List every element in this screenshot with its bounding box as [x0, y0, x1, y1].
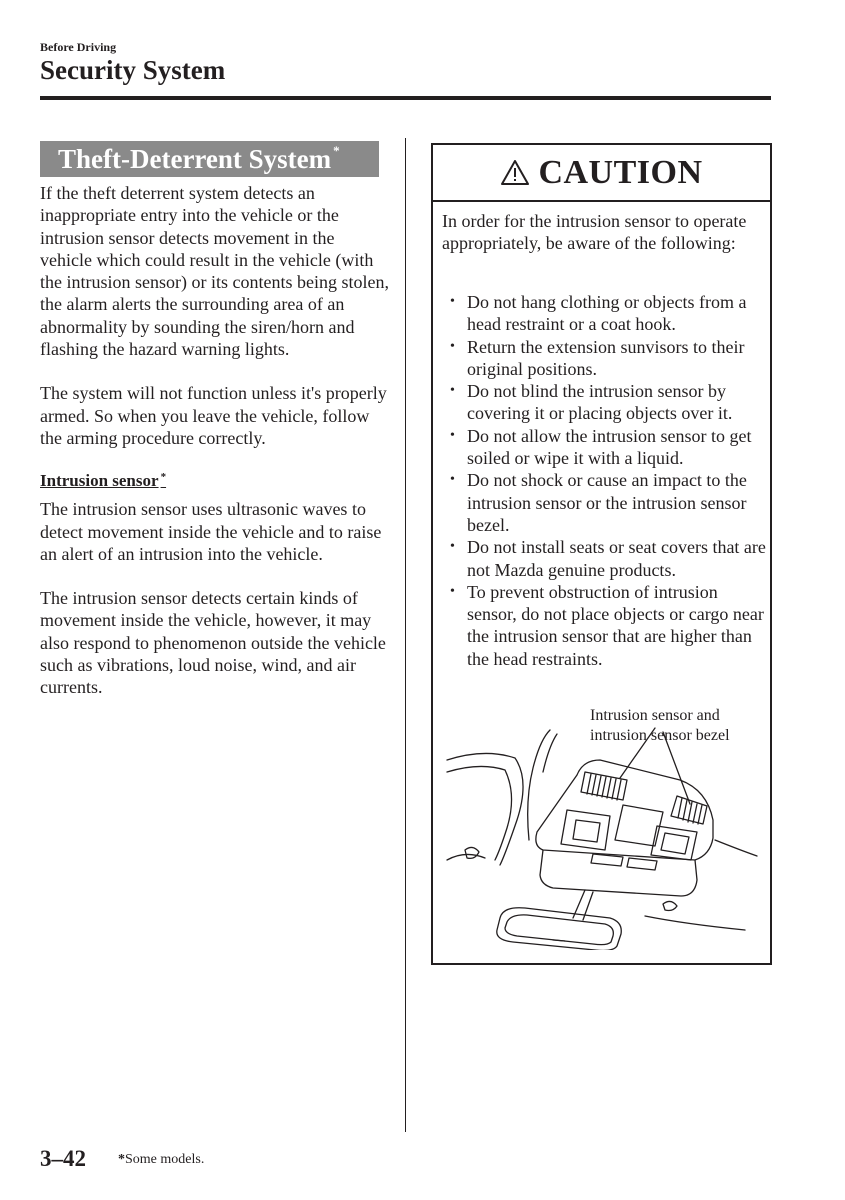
paragraph-arming: The system will not function unless it's properly armed. So when you leave the vehicle, follow the arming procedure correctly. [40, 383, 387, 448]
caution-list [442, 291, 767, 670]
section-label: Before Driving [40, 40, 117, 54]
list-item: • Do not install seats or seat covers that are not Mazda genuine products. [442, 536, 767, 581]
footnote [118, 1152, 204, 1168]
page-number: 3–42 [40, 1146, 86, 1171]
footnote-text: Some models. [125, 1152, 205, 1167]
paragraph-phenomenon: The intrusion sensor detects certain kinds of movement inside the vehicle, however, it may also respond to phenomenon outside the vehicle such as vibrations, loud noise, wind, and air currents. [40, 588, 386, 698]
section-banner [40, 141, 379, 177]
page-title: Security System [40, 55, 226, 85]
section-banner-text: Theft-Deterrent System [58, 144, 332, 174]
callout-line-2: intrusion sensor bezel [590, 727, 730, 744]
caution-box [431, 143, 772, 965]
header-rule [40, 96, 771, 100]
caution-header [433, 145, 770, 202]
caution-heading: CAUTION [538, 153, 703, 191]
column-divider [405, 138, 406, 1132]
list-item: • To prevent obstruction of intrusion sensor, do not place objects or cargo near the intrusion sensor that are higher than the head restraints. [442, 581, 767, 670]
footnote-asterisk: * [118, 1152, 125, 1167]
list-item: • Do not blind the intrusion sensor by covering it or placing objects over it. [442, 380, 767, 425]
paragraph-ultrasonic: The intrusion sensor uses ultrasonic waves to detect movement inside the vehicle and to raise an alert of an intrusion into the vehicle. [40, 499, 382, 564]
subheading-text: Intrusion sensor [40, 471, 159, 491]
list-item: • Do not shock or cause an impact to the intrusion sensor or the intrusion sensor bezel. [442, 469, 767, 536]
banner-asterisk: * [333, 143, 340, 158]
list-item: • Return the extension sunvisors to their original positions. [442, 336, 767, 381]
subheading-intrusion-sensor [40, 470, 390, 492]
list-item: • Do not hang clothing or objects from a head restraint or a coat hook. [442, 291, 767, 336]
warning-triangle-icon [500, 159, 530, 186]
left-column [40, 141, 390, 699]
callout-line-1: Intrusion sensor and [590, 707, 720, 724]
paragraph-alarm: If the theft deterrent system detects an inappropriate entry into the vehicle or the intrusion sensor detects movement in the vehicle which could result in the vehicle (with the intrusion sensor) or its contents being stolen, the alarm alerts the surrounding area of an abnormality by sounding the siren/horn and flashing the hazard warning lights. [40, 183, 389, 360]
subheading-asterisk: * [160, 471, 167, 484]
caution-intro: In order for the intrusion sensor to operate appropriately, be aware of the following: [442, 211, 747, 254]
overhead-console-illustration [445, 720, 761, 950]
list-item: • Do not allow the intrusion sensor to get soiled or wipe it with a liquid. [442, 425, 767, 470]
